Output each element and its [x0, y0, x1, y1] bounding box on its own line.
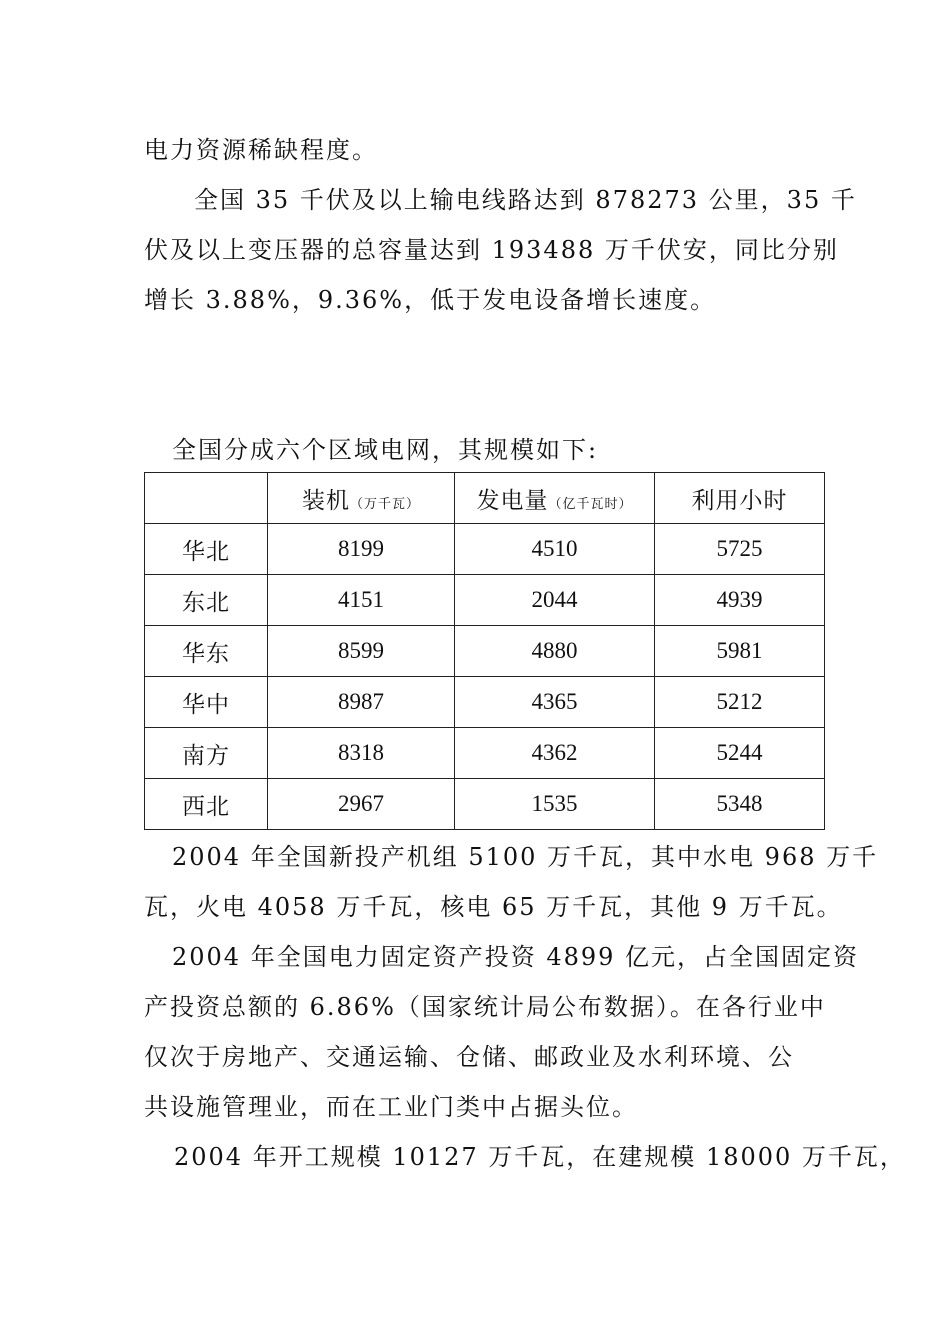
hours-cell: 5725 — [655, 524, 825, 575]
paragraph-line: 伏及以上变压器的总容量达到 193488 万千伏安，同比分别 — [144, 236, 839, 264]
generation-cell: 4365 — [455, 677, 655, 728]
capacity-cell: 8318 — [268, 728, 455, 779]
region-cell: 华中 — [145, 677, 268, 728]
hours-cell: 5981 — [655, 626, 825, 677]
table-row — [145, 728, 825, 779]
hours-cell: 4939 — [655, 575, 825, 626]
table-header-row — [145, 473, 825, 524]
paragraph-line: 增长 3.88%，9.36%，低于发电设备增长速度。 — [144, 286, 717, 314]
hours-cell: 5348 — [655, 779, 825, 830]
paragraph-line: 电力资源稀缺程度。 — [144, 136, 378, 164]
generation-cell: 4510 — [455, 524, 655, 575]
capacity-cell: 2967 — [268, 779, 455, 830]
paragraph-line: 共设施管理业，而在工业门类中占据头位。 — [144, 1093, 638, 1121]
generation-cell: 4880 — [455, 626, 655, 677]
paragraph-line: 全国 35 千伏及以上输电线路达到 878273 公里，35 千 — [194, 186, 857, 214]
paragraph-line: 2004 年开工规模 10127 万千瓦，在建规模 18000 万千瓦， — [174, 1143, 906, 1171]
header-cell: 发电量（亿千瓦时） — [455, 473, 655, 524]
paragraph-line: 2004 年全国电力固定资产投资 4899 亿元，占全国固定资 — [172, 943, 860, 971]
table-row — [145, 524, 825, 575]
region-cell: 西北 — [145, 779, 268, 830]
paragraph-line: 2004 年全国新投产机组 5100 万千瓦，其中水电 968 万千 — [172, 843, 879, 871]
capacity-cell: 8987 — [268, 677, 455, 728]
header-cell: 利用小时 — [655, 473, 825, 524]
region-cell: 华东 — [145, 626, 268, 677]
capacity-cell: 4151 — [268, 575, 455, 626]
region-cell: 南方 — [145, 728, 268, 779]
generation-cell: 1535 — [455, 779, 655, 830]
table-intro: 全国分成六个区域电网，其规模如下: — [172, 436, 599, 464]
header-cell: 装机（万千瓦） — [268, 473, 455, 524]
hours-cell: 5244 — [655, 728, 825, 779]
capacity-cell: 8599 — [268, 626, 455, 677]
power-grid-table — [144, 472, 825, 830]
table-row — [145, 779, 825, 830]
region-cell: 华北 — [145, 524, 268, 575]
generation-cell: 4362 — [455, 728, 655, 779]
table-row — [145, 575, 825, 626]
paragraph-line: 瓦，火电 4058 万千瓦，核电 65 万千瓦，其他 9 万千瓦。 — [144, 893, 843, 921]
hours-cell: 5212 — [655, 677, 825, 728]
capacity-cell: 8199 — [268, 524, 455, 575]
region-cell: 东北 — [145, 575, 268, 626]
table-row — [145, 626, 825, 677]
header-cell — [145, 473, 268, 524]
paragraph-line: 仅次于房地产、交通运输、仓储、邮政业及水利环境、公 — [144, 1043, 794, 1071]
generation-cell: 2044 — [455, 575, 655, 626]
paragraph-line: 产投资总额的 6.86%（国家统计局公布数据）。在各行业中 — [144, 993, 826, 1021]
table-row — [145, 677, 825, 728]
